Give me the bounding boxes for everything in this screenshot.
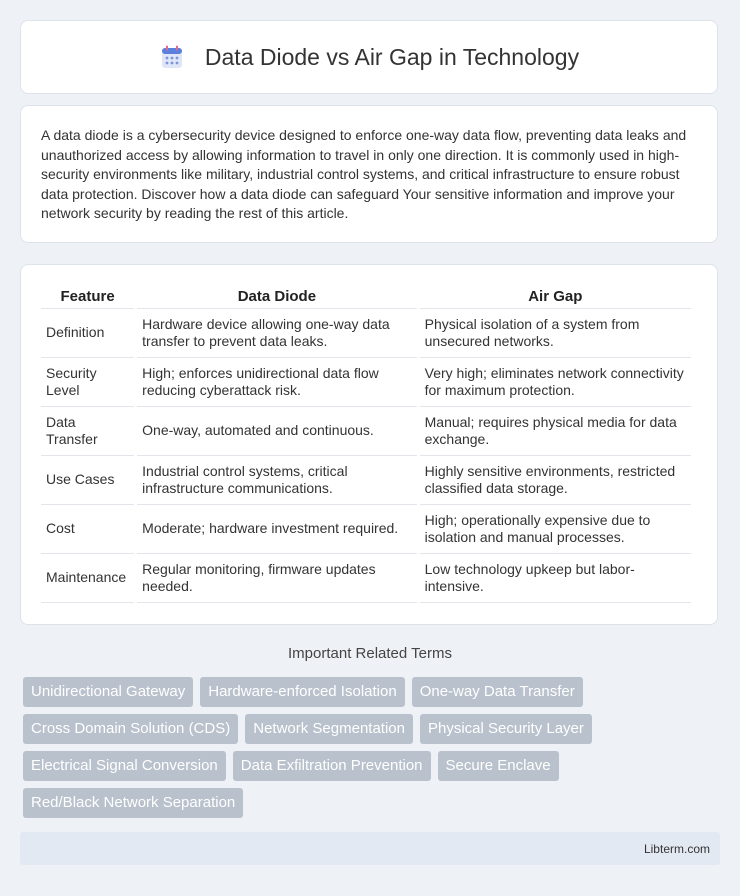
air-gap-cell: Very high; eliminates network connectivity for maximum protection. <box>420 358 691 407</box>
page-title: Data Diode vs Air Gap in Technology <box>204 43 580 70</box>
column-header-air-gap: Air Gap <box>420 285 691 309</box>
feature-cell: Data Transfer <box>41 407 134 456</box>
comparison-card <box>20 264 718 625</box>
air-gap-cell: High; operationally expensive due to isolation and manual processes. <box>420 505 691 554</box>
feature-cell: Cost <box>41 505 134 554</box>
data-diode-cell: Hardware device allowing one-way data transfer to prevent data leaks. <box>137 309 416 358</box>
air-gap-cell: Physical isolation of a system from unsecured networks. <box>420 309 691 358</box>
related-terms-heading: Important Related Terms <box>288 645 452 662</box>
related-term-tag[interactable]: Network Segmentation <box>245 714 413 744</box>
air-gap-cell: Highly sensitive environments, restricted classified data storage. <box>420 456 691 505</box>
table-row <box>41 554 691 603</box>
table-header-row <box>41 285 691 309</box>
related-term-tag[interactable]: Red/Black Network Separation <box>23 788 243 818</box>
data-diode-cell: One-way, automated and continuous. <box>137 407 416 456</box>
related-term-tag[interactable]: Unidirectional Gateway <box>23 677 193 707</box>
table-row <box>41 456 691 505</box>
table-row <box>41 407 691 456</box>
footer-site-link[interactable]: Libterm.com <box>643 841 710 856</box>
related-term-tag[interactable]: Electrical Signal Conversion <box>23 751 226 781</box>
related-term-tag[interactable]: Physical Security Layer <box>420 714 592 744</box>
table-row <box>41 309 691 358</box>
column-header-data-diode: Data Diode <box>137 285 416 309</box>
related-term-tag[interactable]: Cross Domain Solution (CDS) <box>23 714 238 744</box>
related-terms-list <box>23 677 723 818</box>
table-row <box>41 358 691 407</box>
related-term-tag[interactable]: Data Exfiltration Prevention <box>233 751 431 781</box>
data-diode-cell: Regular monitoring, firmware updates needed. <box>137 554 416 603</box>
comparison-table <box>38 285 694 603</box>
air-gap-cell: Low technology upkeep but labor-intensive. <box>420 554 691 603</box>
column-header-feature: Feature <box>41 285 134 309</box>
intro-card <box>20 105 718 243</box>
air-gap-cell: Manual; requires physical media for data exchange. <box>420 407 691 456</box>
feature-cell: Definition <box>41 309 134 358</box>
data-diode-cell: Moderate; hardware investment required. <box>137 505 416 554</box>
feature-cell: Use Cases <box>41 456 134 505</box>
feature-cell: Maintenance <box>41 554 134 603</box>
document-icon <box>159 44 185 70</box>
table-row <box>41 505 691 554</box>
related-term-tag[interactable]: One-way Data Transfer <box>412 677 583 707</box>
related-term-tag[interactable]: Secure Enclave <box>438 751 559 781</box>
data-diode-cell: Industrial control systems, critical infrastructure communications. <box>137 456 416 505</box>
intro-paragraph: A data diode is a cybersecurity device designed to enforce one-way data flow, preventing data leaks and unauthorized access by allowing information to travel in only one direction. It is commonly used in high-security environments like military, industrial control systems, and critical infrastructure to ensure robust data protection. Discover how a data diode can safeguard Your sensitive information and improve your network security by reading the rest of this article. <box>41 127 687 222</box>
feature-cell: Security Level <box>41 358 134 407</box>
related-term-tag[interactable]: Hardware-enforced Isolation <box>200 677 404 707</box>
footer <box>20 832 720 865</box>
title-card <box>20 20 718 94</box>
data-diode-cell: High; enforces unidirectional data flow reducing cyberattack risk. <box>137 358 416 407</box>
